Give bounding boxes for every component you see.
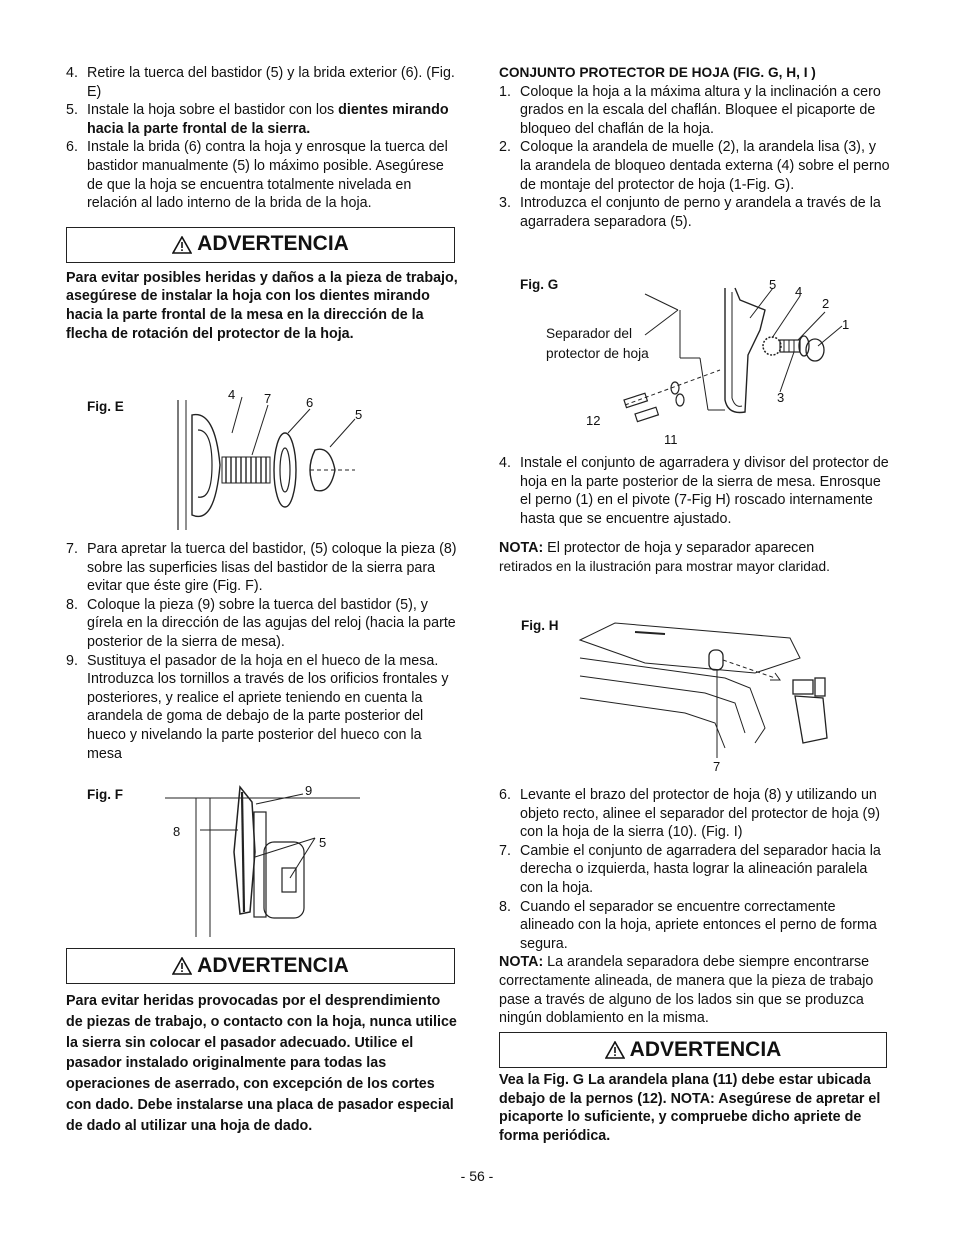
warning-box-3 — [499, 1032, 887, 1068]
fig-f-callout-8: 8 — [173, 824, 181, 839]
fig-g-drawing — [600, 280, 860, 440]
warning-text-3: Vea la Fig. G La arandela plana (11) debe estar ubicada debajo de la pernos (12). NOTA: Asegúrese de apretar el picaporte lo suficiente, y compruebe dicho apriete de forma periódica. — [499, 1072, 881, 1144]
step-1 — [499, 83, 891, 139]
fig-e-label: Fig. E — [87, 399, 124, 414]
note-label: NOTA: — [499, 954, 544, 971]
left-column-steps-b — [66, 540, 458, 763]
step-8 — [66, 596, 458, 652]
fig-g-callout-12: 12 — [586, 413, 601, 428]
step-text: Retire la tuerca del bastidor (5) y la brida exterior (6). (Fig. E) — [87, 65, 455, 100]
fig-g-caption-line2: protector de hoja — [546, 346, 649, 361]
step-number: 8. — [499, 898, 511, 915]
step-number: 4. — [499, 455, 511, 471]
fig-e-callout-7: 7 — [264, 391, 272, 406]
step-text: Coloque la hoja a la máxima altura y la inclinación a cero grados en la escala del chaflán. Bloquee el picaporte de bloqueo del chaflán de la hoja. — [520, 83, 881, 137]
right-column-steps-b — [499, 454, 891, 577]
step-number: 6. — [66, 139, 78, 156]
fig-f-drawing — [160, 782, 365, 940]
step-text: Coloque la arandela de muelle (2), la arandela lisa (3), y la arandela de bloqueo dentada externa (4) sobre el perno de montaje del protector de hoja (1-Fig. G). — [520, 139, 890, 193]
section-heading: CONJUNTO PROTECTOR DE HOJA (FIG. G, H, I ) — [499, 65, 816, 80]
step-4-right — [499, 454, 891, 528]
step-2 — [499, 138, 891, 194]
step-text — [87, 101, 458, 138]
fig-h-callout-7: 7 — [713, 759, 721, 774]
warning-box-1 — [66, 227, 455, 263]
fig-e-callout-5: 5 — [355, 407, 363, 422]
fig-g-callout-2: 2 — [822, 296, 830, 311]
step-text-plain: Instale la hoja sobre el bastidor con los — [87, 102, 339, 119]
warning-triangle-icon — [605, 1041, 625, 1059]
page-number: - 56 - — [460, 1168, 494, 1184]
fig-f-callout-9: 9 — [305, 783, 313, 798]
note-label: NOTA: — [499, 540, 544, 557]
step-number: 8. — [66, 596, 78, 613]
warning-text-1: Para evitar posibles heridas y daños a la pieza de trabajo, asegúrese de instalar la hoja con los dientes mirando hacia la parte frontal de la mesa en la dirección de la flecha de rotación del protector de la hoja. — [66, 269, 458, 342]
step-number: 4. — [66, 65, 78, 81]
step-5 — [66, 101, 458, 138]
fig-f-callout-5: 5 — [319, 835, 327, 850]
warning-title: ADVERTENCIA — [629, 1037, 782, 1061]
fig-e-callout-6: 6 — [306, 395, 314, 410]
step-text-bold: dientes mirando hacia la parte frontal de la sierra. — [87, 102, 449, 137]
step-text: Para apretar la tuerca del bastidor, (5) coloque la pieza (8) sobre las superficies lisas del bastidor de la sierra para evitar que éste gire (Fig. F). — [87, 541, 457, 595]
note-text-line2: retirados en la ilustración para mostrar mayor claridad. — [499, 558, 830, 574]
fig-h-label: Fig. H — [521, 618, 559, 633]
note-1 — [499, 539, 891, 576]
step-text: Cambie el conjunto de agarradera del separador hacia la derecha o izquierda, hasta lograr la alineación paralela con la hoja. — [520, 842, 881, 896]
step-number: 9. — [66, 652, 78, 669]
warning-triangle-icon — [172, 236, 192, 254]
step-number: 7. — [66, 541, 78, 557]
fig-f-label: Fig. F — [87, 787, 123, 802]
step-8-right — [499, 898, 891, 954]
step-3 — [499, 194, 891, 231]
warning-triangle-icon — [172, 957, 192, 975]
step-text: Instale la brida (6) contra la hoja y enrosque la tuerca del bastidor manualmente (5) lo máximo posible. Asegúrese de que la hoja se encuentra totalmente nivelada en relación al lado interno de la brida de la hoja. — [87, 139, 448, 212]
step-number: 3. — [499, 195, 511, 212]
fig-e-callout-4: 4 — [228, 387, 236, 402]
fig-g-caption-line1: Separador del — [546, 326, 632, 341]
step-number: 7. — [499, 842, 511, 859]
fig-g-callout-11: 11 — [664, 432, 678, 447]
step-text: Sustituya el pasador de la hoja en el hueco de la mesa. Introduzca los tornillos a través de los orificios frontales y posteriores, y realice el apriete teniendo en cuenta la arandela de goma de debajo de la parte posterior del hueco y nivelando la parte posterior del hueco con la mesa — [87, 652, 449, 762]
step-text: Coloque la pieza (9) sobre la tuerca del bastidor (5), y gírela en la dirección de las agujas del reloj (hacia la parte posterior de la sierra de mesa). — [87, 596, 456, 650]
step-6-right — [499, 786, 891, 842]
warning-title: ADVERTENCIA — [197, 232, 349, 256]
step-number: 1. — [499, 83, 511, 100]
step-9 — [66, 652, 458, 764]
step-text: Cuando el separador se encuentre correctamente alineado con la hoja, apriete entonces el perno de forma segura. — [520, 898, 877, 952]
step-4 — [66, 64, 458, 101]
warning-title: ADVERTENCIA — [197, 953, 349, 977]
step-7 — [66, 540, 458, 596]
right-column — [499, 64, 891, 231]
left-column — [66, 64, 458, 343]
note-text: El protector de hoja y separador aparecen — [543, 540, 815, 557]
fig-g-callout-1: 1 — [842, 317, 850, 332]
fig-h-drawing — [575, 618, 835, 760]
step-7-right — [499, 842, 891, 898]
step-text: Instale el conjunto de agarradera y divisor del protector de hoja en la parte posterior de la sierra de mesa. Enrosque el perno (1) en el pivote (7-Fig H) roscado internamente hasta que se encuentre ajustado. — [520, 455, 889, 527]
step-text: Introduzca el conjunto de perno y arandela a través de la agarradera separadora (5). — [520, 195, 881, 230]
warning-box-2 — [66, 948, 455, 984]
fig-g-callout-3: 3 — [777, 390, 785, 405]
fig-g-callout-4: 4 — [795, 284, 803, 299]
step-number: 2. — [499, 139, 511, 156]
step-number: 5. — [66, 102, 78, 119]
right-column-steps-c — [499, 786, 891, 1028]
warning-text-2: Para evitar heridas provocadas por el desprendimiento de piezas de trabajo, o contacto con la hoja, nunca utilice la sierra sin colocar el pasador adecuado. Utilice el pasador instalado originalmente para todas las operaciones de aserrado, con excepción de los cortes con dado. Debe instalarse una placa de pasador especial de dado al utilizar una hoja de dado. — [66, 993, 457, 1134]
note-2 — [499, 953, 891, 1027]
fig-g-callout-5: 5 — [769, 277, 777, 292]
note-text: La arandela separadora debe siempre encontrarse correctamente alineada, de manera que la pieza de trabajo pase a través de alguno de los lados sin que se produzca ningún doblamiento en la misma. — [499, 954, 874, 1027]
step-text: Levante el brazo del protector de hoja (8) y utilizando un objeto recto, alinee el separador del protector de hoja (9) con la hoja de la sierra (10). (Fig. I) — [520, 787, 881, 841]
step-6 — [66, 138, 458, 212]
step-number: 6. — [499, 787, 511, 803]
fig-g-label: Fig. G — [520, 277, 559, 292]
